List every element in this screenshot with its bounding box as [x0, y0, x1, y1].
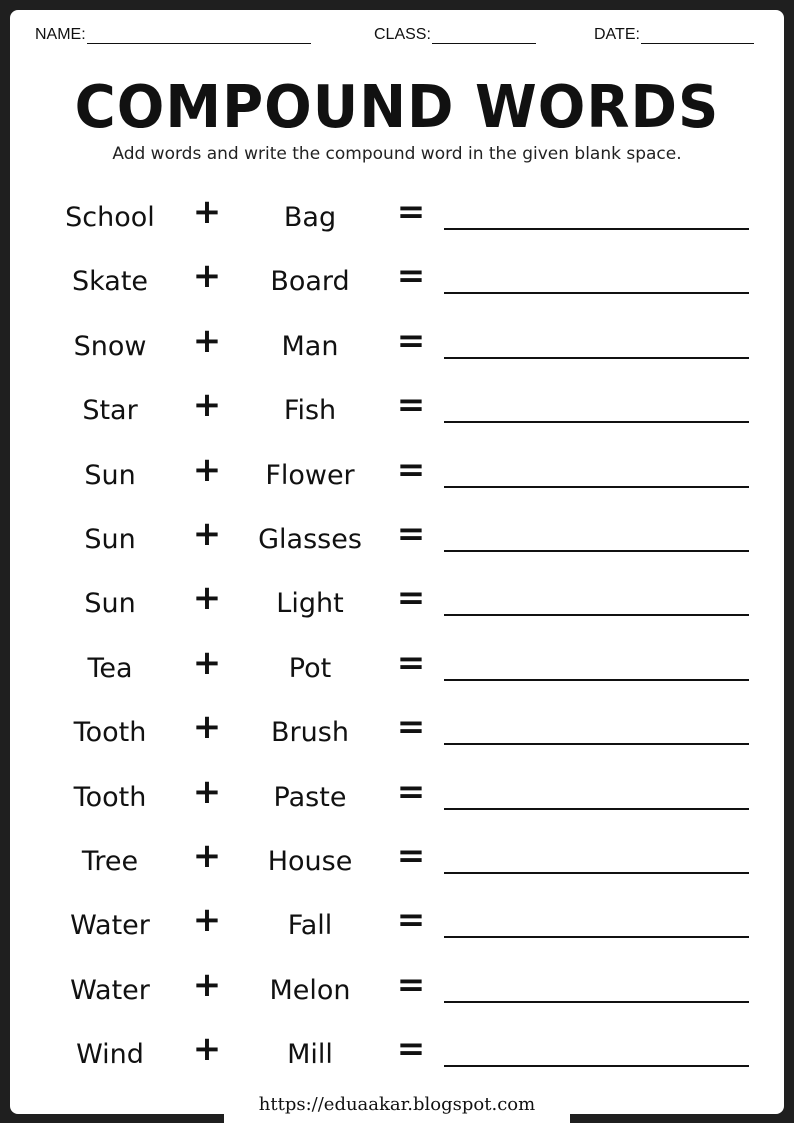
exercise-row	[0, 514, 794, 560]
exercise-row	[0, 1029, 794, 1075]
footer-banner	[224, 1090, 570, 1123]
second-word: Glasses	[258, 524, 362, 555]
answer-blank-line[interactable]	[444, 808, 749, 810]
date-field	[594, 26, 754, 44]
plus-sign: +	[192, 836, 222, 876]
exercise-row	[0, 192, 794, 238]
first-word: Tooth	[73, 781, 147, 813]
plus-sign: +	[192, 707, 222, 748]
plus-sign: +	[192, 964, 222, 1005]
plus-sign: +	[192, 642, 222, 683]
date-label: DATE:	[594, 26, 640, 43]
exercise-row	[0, 836, 794, 882]
equals-sign: =	[396, 385, 426, 426]
plus-sign: +	[192, 900, 222, 941]
second-word: Flower	[265, 459, 355, 491]
answer-blank-line[interactable]	[444, 486, 749, 488]
equals-sign: =	[396, 836, 426, 876]
second-word: Fish	[283, 395, 337, 427]
second-word: House	[267, 846, 353, 877]
name-blank-line[interactable]	[87, 26, 311, 44]
exercise-row	[0, 320, 794, 367]
first-word: Water	[70, 910, 150, 942]
worksheet-page	[10, 10, 784, 1114]
exercise-row	[0, 771, 794, 818]
second-word: Bag	[283, 202, 337, 233]
first-word: Snow	[73, 330, 147, 362]
second-word: Brush	[271, 717, 349, 749]
exercise-row	[0, 449, 794, 496]
exercise-row	[0, 256, 794, 302]
exercise-row	[0, 578, 794, 624]
equals-sign: =	[396, 771, 426, 812]
exercise-row	[0, 964, 794, 1011]
first-word: Skate	[71, 266, 149, 298]
equals-sign: =	[396, 192, 426, 232]
equals-sign: =	[396, 256, 426, 297]
equals-sign: =	[396, 642, 426, 683]
exercise-row	[0, 642, 794, 689]
name-field	[35, 26, 311, 44]
page-title: COMPOUND WORDS	[74, 73, 720, 142]
answer-blank-line[interactable]	[444, 614, 749, 616]
equals-sign: =	[396, 449, 426, 490]
plus-sign: +	[192, 771, 222, 812]
first-word: Tooth	[73, 717, 147, 749]
plus-sign: +	[192, 449, 222, 490]
equals-sign: =	[396, 707, 426, 748]
exercise-row	[0, 900, 794, 946]
instruction-text: Add words and write the compound word in the given blank space.	[112, 144, 682, 164]
second-word: Board	[270, 266, 350, 298]
plus-sign: +	[192, 578, 222, 619]
first-word: Sun	[84, 524, 136, 555]
plus-sign: +	[192, 1029, 222, 1070]
plus-sign: +	[192, 256, 222, 297]
second-word: Paste	[273, 781, 347, 813]
second-word: Mill	[287, 1039, 333, 1071]
equals-sign: =	[396, 320, 426, 361]
footer-url: https://eduaakar.blogspot.com	[258, 1094, 536, 1115]
answer-blank-line[interactable]	[444, 872, 749, 874]
class-blank-line[interactable]	[432, 26, 536, 44]
second-word: Man	[281, 330, 339, 362]
first-word: Wind	[76, 1039, 144, 1071]
answer-blank-line[interactable]	[444, 421, 749, 423]
answer-blank-line[interactable]	[444, 679, 749, 681]
answer-blank-line[interactable]	[444, 357, 749, 359]
plus-sign: +	[192, 192, 222, 232]
plus-sign: +	[192, 385, 222, 426]
equals-sign: =	[396, 1029, 426, 1070]
first-word: Tree	[81, 846, 139, 877]
first-word: School	[65, 202, 155, 233]
plus-sign: +	[192, 320, 222, 361]
answer-blank-line[interactable]	[444, 743, 749, 745]
answer-blank-line[interactable]	[444, 1001, 749, 1003]
second-word: Melon	[269, 974, 351, 1006]
second-word: Pot	[288, 652, 332, 684]
exercise-row	[0, 707, 794, 753]
answer-blank-line[interactable]	[444, 228, 749, 230]
exercise-row	[0, 385, 794, 431]
second-word: Fall	[287, 910, 333, 942]
answer-blank-line[interactable]	[444, 1065, 749, 1067]
answer-blank-line[interactable]	[444, 292, 749, 294]
equals-sign: =	[396, 514, 426, 554]
date-blank-line[interactable]	[641, 26, 754, 44]
first-word: Star	[82, 395, 138, 427]
first-word: Water	[70, 974, 150, 1006]
class-label: CLASS:	[374, 26, 431, 43]
first-word: Tea	[87, 652, 133, 684]
answer-blank-line[interactable]	[444, 550, 749, 552]
equals-sign: =	[396, 578, 426, 619]
plus-sign: +	[192, 514, 222, 554]
equals-sign: =	[396, 964, 426, 1005]
second-word: Light	[276, 588, 344, 620]
equals-sign: =	[396, 900, 426, 941]
class-field	[374, 26, 536, 44]
name-label: NAME:	[35, 26, 86, 43]
first-word: Sun	[84, 459, 136, 491]
answer-blank-line[interactable]	[444, 936, 749, 938]
first-word: Sun	[84, 588, 136, 620]
